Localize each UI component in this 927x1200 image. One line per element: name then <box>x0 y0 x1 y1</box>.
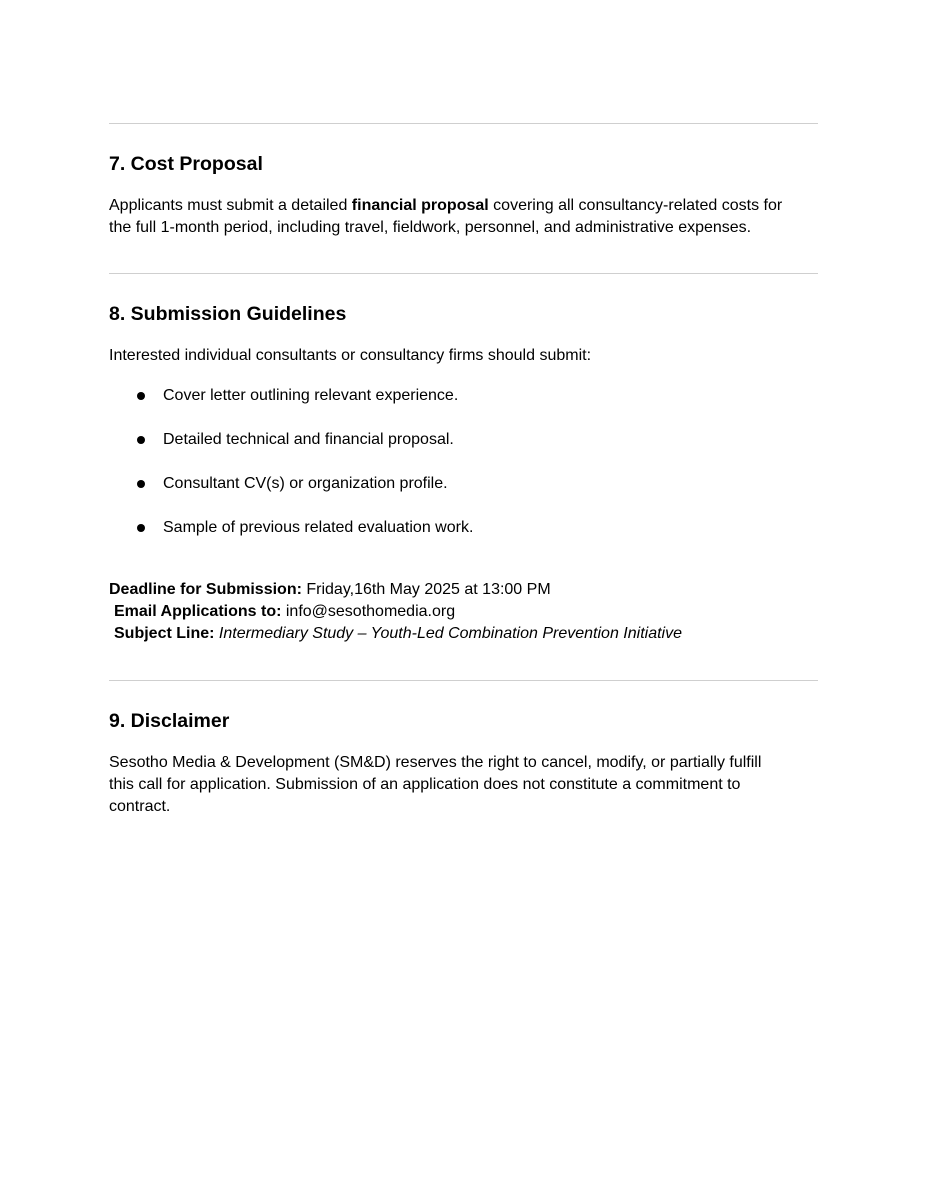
disclaimer-heading: 9. Disclaimer <box>109 710 230 732</box>
submission-intro: Interested individual consultants or consultancy firms should submit: <box>109 347 592 364</box>
cost-line-2: the full 1-month period, including travel, fieldwork, personnel, and administrative expenses. <box>109 219 752 236</box>
disclaimer-line-1: Sesotho Media & Development (SM&D) reserves the right to cancel, modify, or partially fulfill <box>109 754 762 771</box>
email-label: Email Applications to: <box>114 603 282 620</box>
disclaimer-line-3: contract. <box>109 798 171 815</box>
cost-line-1 <box>109 195 824 217</box>
list-item-text: Sample of previous related evaluation work. <box>163 519 474 536</box>
list-item-text: Consultant CV(s) or organization profile. <box>163 475 448 492</box>
email-address: info@sesothomedia.org <box>281 603 456 620</box>
section-divider <box>109 680 818 681</box>
bullet-icon <box>137 480 145 488</box>
cost-proposal-heading: 7. Cost Proposal <box>109 153 263 175</box>
disclaimer-line-2: this call for application. Submission of an application does not constitute a commitment to <box>109 776 741 793</box>
deadline-value: Friday,16th May 2025 at 13:00 PM <box>301 581 551 598</box>
cost-line-1-start: Applicants must submit a detailed <box>109 197 352 214</box>
subject-line <box>114 623 682 645</box>
subject-value: Intermediary Study – Youth-Led Combination Prevention Initiative <box>214 625 682 642</box>
cost-line-1-end: covering all consultancy-related costs for <box>488 197 783 214</box>
deadline-label: Deadline for Submission: <box>109 581 302 598</box>
disclaimer-paragraph <box>109 752 824 818</box>
submission-guidelines-heading: 8. Submission Guidelines <box>109 303 347 325</box>
subject-label: Subject Line: <box>114 625 215 642</box>
bullet-icon <box>137 436 145 444</box>
section-divider <box>109 123 818 124</box>
list-item-text: Detailed technical and financial proposal. <box>163 431 454 448</box>
bullet-icon <box>137 392 145 400</box>
email-line <box>114 601 455 623</box>
list-item-text: Cover letter outlining relevant experience. <box>163 387 459 404</box>
cost-proposal-paragraph <box>109 195 824 239</box>
bullet-icon <box>137 524 145 532</box>
section-divider <box>109 273 818 274</box>
deadline-line <box>109 579 551 601</box>
financial-proposal-emphasis: financial proposal <box>351 197 489 214</box>
